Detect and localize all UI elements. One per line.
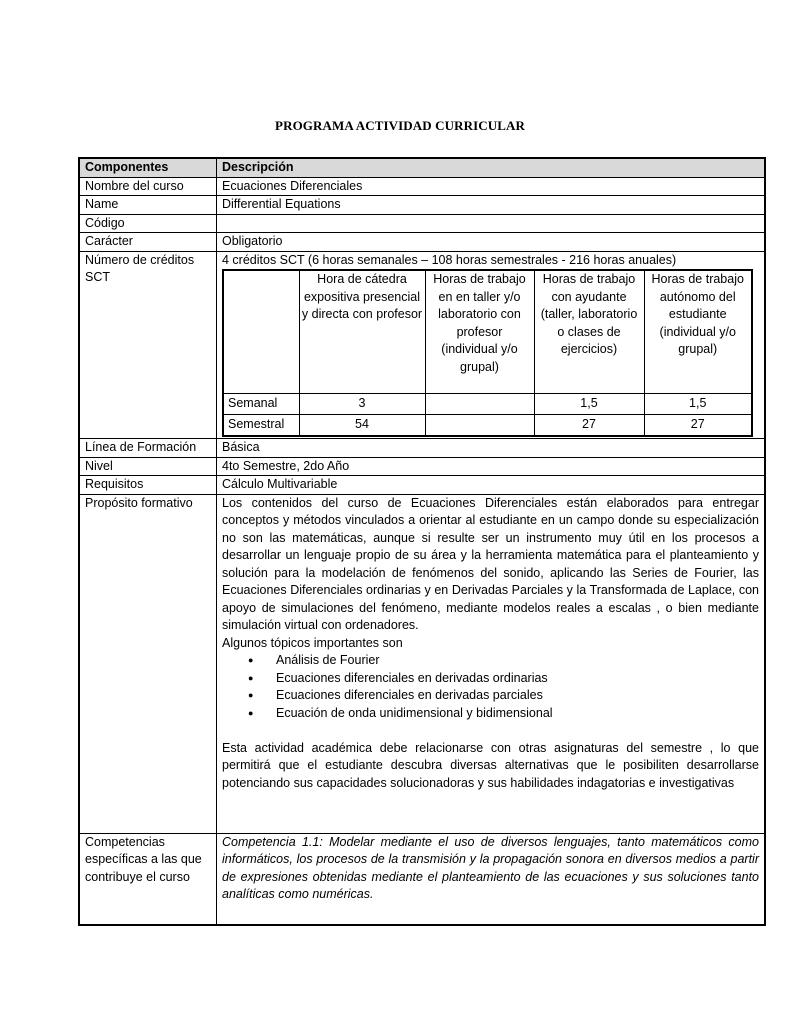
topics-intro: Algunos tópicos importantes son xyxy=(222,635,403,650)
table-row xyxy=(79,457,765,476)
row-value-requisitos: Cálculo Multivariable xyxy=(217,476,766,495)
hours-row-label: Semanal xyxy=(223,394,299,415)
hours-header-taller: Horas de trabajo en en taller y/o laboratorio con profesor (individual y/o grupal) xyxy=(425,270,534,394)
row-label-creditos: Número de créditos SCT xyxy=(79,251,217,439)
header-componentes: Componentes xyxy=(79,158,217,177)
row-value-nivel: 4to Semestre, 2do Año xyxy=(217,457,766,476)
row-label-competencias: Competencias específicas a las que contribuye el curso xyxy=(79,833,217,925)
hours-table xyxy=(222,269,753,437)
row-label-name: Name xyxy=(79,196,217,215)
row-label-nivel: Nivel xyxy=(79,457,217,476)
row-value-codigo xyxy=(217,214,766,233)
row-value-nombre: Ecuaciones Diferenciales xyxy=(217,177,766,196)
row-label-requisitos: Requisitos xyxy=(79,476,217,495)
hours-value: 54 xyxy=(299,415,425,437)
table-header-row xyxy=(79,158,765,177)
list-item: ● Ecuaciones diferenciales en derivadas parciales xyxy=(276,687,759,705)
table-row xyxy=(79,177,765,196)
hours-value: 27 xyxy=(534,415,644,437)
spacer xyxy=(222,722,759,740)
hours-row-semanal xyxy=(223,394,752,415)
row-value-competencias: Competencia 1.1: Modelar mediante el uso de diversos lenguajes, tanto matemáticos como informáticos, los procesos de la transmisión y la propagación sonora en diversos medios a partir de expresiones obtenidas mediante el planteamiento de las ecuaciones y sus soluciones tanto analíticas como numéricas. xyxy=(217,833,766,925)
hours-value: 27 xyxy=(644,415,752,437)
hours-header-autonomo: Horas de trabajo autónomo del estudiante (individual y/o grupal) xyxy=(644,270,752,394)
hours-header-empty xyxy=(223,270,299,394)
table-row xyxy=(79,196,765,215)
table-row xyxy=(79,233,765,252)
document-title: PROGRAMA ACTIVIDAD CURRICULAR xyxy=(275,118,525,133)
hours-value xyxy=(425,394,534,415)
table-row xyxy=(79,251,765,439)
row-value-proposito xyxy=(217,494,766,833)
row-value-caracter: Obligatorio xyxy=(217,233,766,252)
topics-list xyxy=(222,652,759,722)
row-value-linea: Básica xyxy=(217,439,766,458)
row-label-caracter: Carácter xyxy=(79,233,217,252)
hours-header-ayudante: Horas de trabajo con ayudante (taller, laboratorio o clases de ejercicios) xyxy=(534,270,644,394)
purpose-paragraph-1: Los contenidos del curso de Ecuaciones Diferenciales están elaborados para entregar conceptos y métodos vinculados a orientar al estudiante en un campo donde su especialización no son las matemáticas, aunque si resulte ser un instrumento muy útil en los procesos a desarrollar un lenguaje propio de su área y la herramienta matemática para el planteamiento y solución para la modelación de fenómenos del sonido, aplicando las Series de Fourier, las Ecuaciones Diferenciales ordinarias y en Derivadas Parciales y la Transformada de Laplace, con apoyo de simulaciones del fenómeno, mediante modelos reales a escalas , o bien mediante simulación virtual con ordenadores. xyxy=(222,495,759,632)
hours-value: 1,5 xyxy=(534,394,644,415)
row-value-name: Differential Equations xyxy=(217,196,766,215)
hours-value: 3 xyxy=(299,394,425,415)
curriculum-table xyxy=(78,157,766,926)
hours-row-semestral xyxy=(223,415,752,437)
header-descripcion: Descripción xyxy=(217,158,766,177)
row-label-nombre: Nombre del curso xyxy=(79,177,217,196)
hours-row-label: Semestral xyxy=(223,415,299,437)
hours-header-catedra: Hora de cátedra expositiva presencial y directa con profesor xyxy=(299,270,425,394)
list-item: ● Análisis de Fourier xyxy=(276,652,759,670)
table-row xyxy=(79,439,765,458)
row-label-proposito: Propósito formativo xyxy=(79,494,217,833)
hours-header-row xyxy=(223,270,752,394)
row-label-codigo: Código xyxy=(79,214,217,233)
row-label-linea: Línea de Formación xyxy=(79,439,217,458)
table-row xyxy=(79,833,765,925)
purpose-paragraph-2: Esta actividad académica debe relacionarse con otras asignaturas del semestre , lo que permitirá que el estudiante descubra diversas alternativas que le posibiliten desarrollarse potenciando sus capacidades solucionadoras y sus habilidades indagatorias e investigativas xyxy=(222,740,759,790)
list-item: ● Ecuaciones diferenciales en derivadas ordinarias xyxy=(276,670,759,688)
hours-value xyxy=(425,415,534,437)
row-value-creditos xyxy=(217,251,766,439)
table-row xyxy=(79,476,765,495)
hours-value: 1,5 xyxy=(644,394,752,415)
table-row xyxy=(79,214,765,233)
credits-summary: 4 créditos SCT (6 horas semanales – 108 horas semestrales - 216 horas anuales) xyxy=(222,252,677,267)
table-row xyxy=(79,494,765,833)
list-item: ● Ecuación de onda unidimensional y bidimensional xyxy=(276,705,759,723)
